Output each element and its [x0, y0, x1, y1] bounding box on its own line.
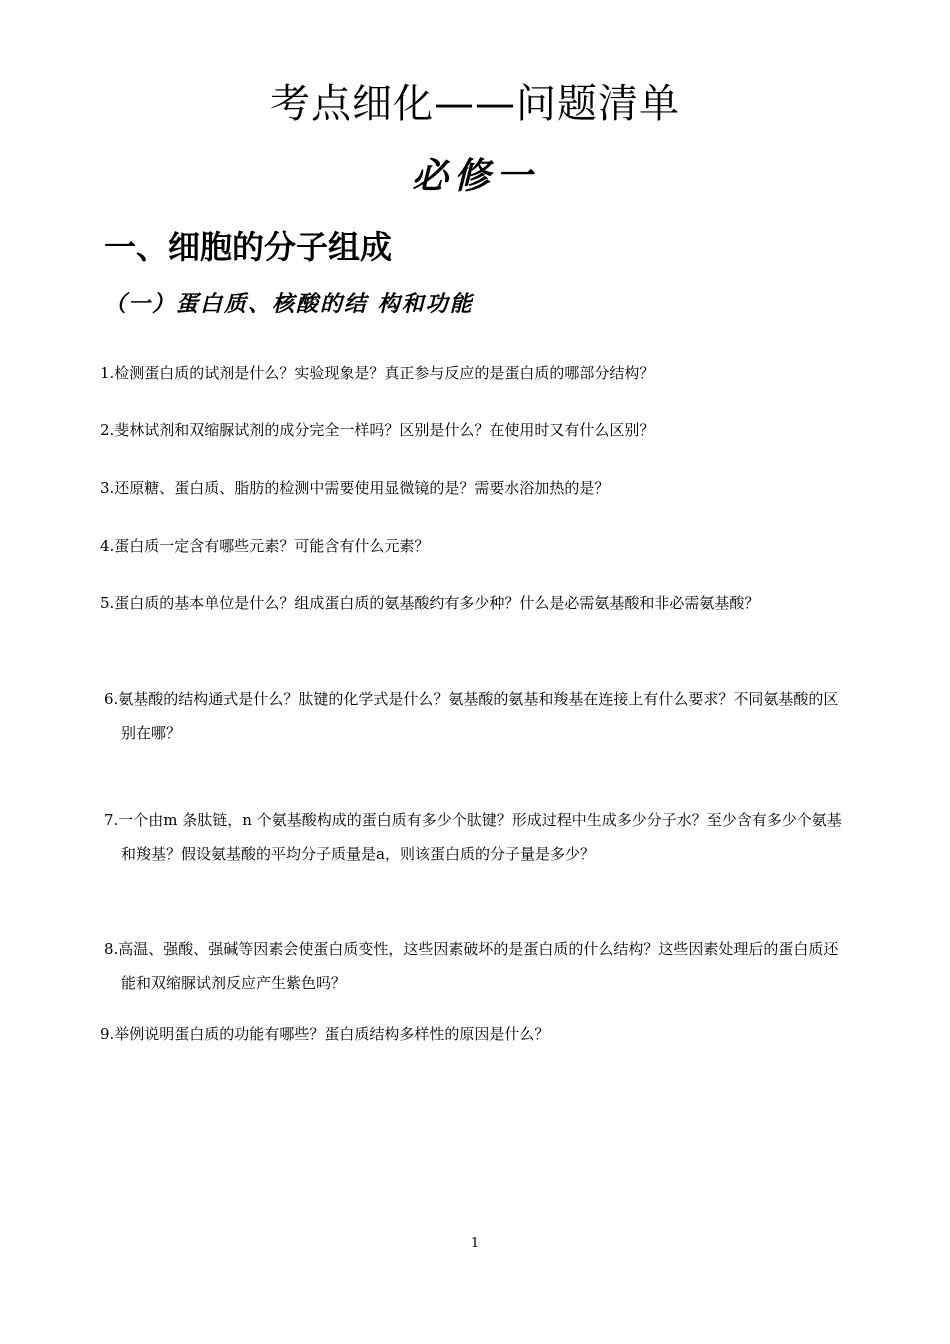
question-2: 2.斐林试剂和双缩脲试剂的成分完全一样吗？区别是什么？在使用时又有什么区别？ [100, 421, 655, 439]
question-8: 8.高温、强酸、强碱等因素会使蛋白质变性，这些因素破坏的是蛋白质的什么结构？这些因素处理后的蛋白质还能和双缩脲试剂反应产生紫色吗？ [104, 940, 839, 992]
page-number: 1 [470, 1236, 480, 1251]
question-9: 9.举例说明蛋白质的功能有哪些？蛋白质结构多样性的原因是什么？ [100, 1025, 550, 1043]
question-4: 4.蛋白质一定含有哪些元素？可能含有什么元素？ [100, 537, 430, 555]
question-6: 6.氨基酸的结构通式是什么？肽键的化学式是什么？氨基酸的氨基和羧基在连接上有什么要求？不同氨基酸的区别在哪？ [104, 690, 839, 742]
subsection-heading: （一）蛋白质、核酸的结 构和功能 [104, 291, 474, 317]
document-subtitle: 必修一 [411, 155, 538, 197]
question-1: 1.检测蛋白质的试剂是什么？实验现象是？真正参与反应的是蛋白质的哪部分结构？ [100, 364, 655, 382]
question-7: 7.一个由m 条肽链，n 个氨基酸构成的蛋白质有多少个肽键？形成过程中生成多少分子水？至少含有多少个氨基和羧基？假设氨基酸的平均分子质量是a，则该蛋白质的分子量是多少？ [104, 811, 842, 863]
question-3: 3.还原糖、蛋白质、脂肪的检测中需要使用显微镜的是？需要水浴加热的是？ [100, 479, 610, 497]
document-title: 考点细化——问题清单 [270, 81, 680, 127]
section-heading: 一、细胞的分子组成 [104, 228, 393, 266]
question-5: 5.蛋白质的基本单位是什么？组成蛋白质的氨基酸约有多少种？什么是必需氨基酸和非必需氨基酸？ [100, 594, 760, 612]
